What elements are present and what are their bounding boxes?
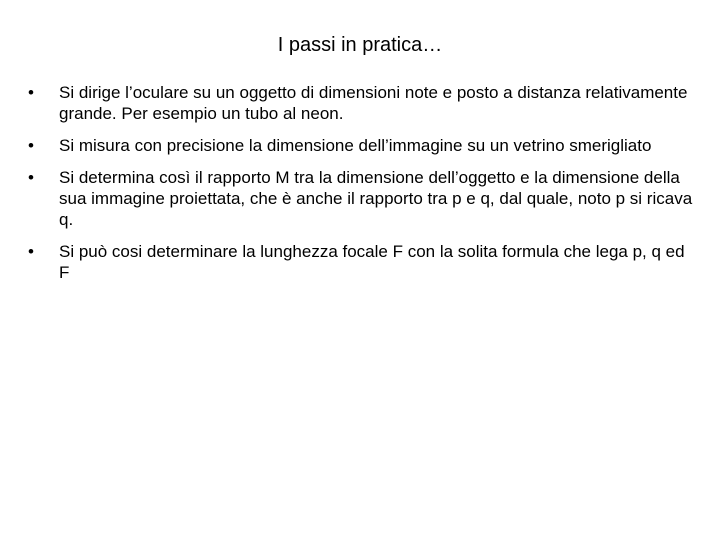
slide-title: I passi in pratica… xyxy=(277,34,443,56)
bullet-icon: • xyxy=(28,136,34,155)
bullet-icon: • xyxy=(28,168,34,187)
bullet-icon: • xyxy=(28,242,34,261)
bullet-list xyxy=(28,82,698,294)
bullet-text: Si misura con precisione la dimensione dell’immagine su un vetrino smerigliato xyxy=(59,136,652,155)
bullet-item-4 xyxy=(28,241,698,283)
bullet-text: Si dirige l’oculare su un oggetto di dimensioni note e posto a distanza relativamente grande. Per esempio un tubo al neon. xyxy=(59,83,688,123)
bullet-item-2 xyxy=(28,135,698,156)
bullet-text: Si può cosi determinare la lunghezza focale F con la solita formula che lega p, q ed F xyxy=(59,242,685,282)
bullet-item-3 xyxy=(28,167,698,230)
bullet-icon: • xyxy=(28,83,34,102)
bullet-text: Si determina così il rapporto M tra la dimensione dell’oggetto e la dimensione della sua immagine proiettata, che è anche il rapporto tra p e q, dal quale, noto p si ricava q. xyxy=(59,168,693,229)
bullet-item-1 xyxy=(28,82,698,124)
